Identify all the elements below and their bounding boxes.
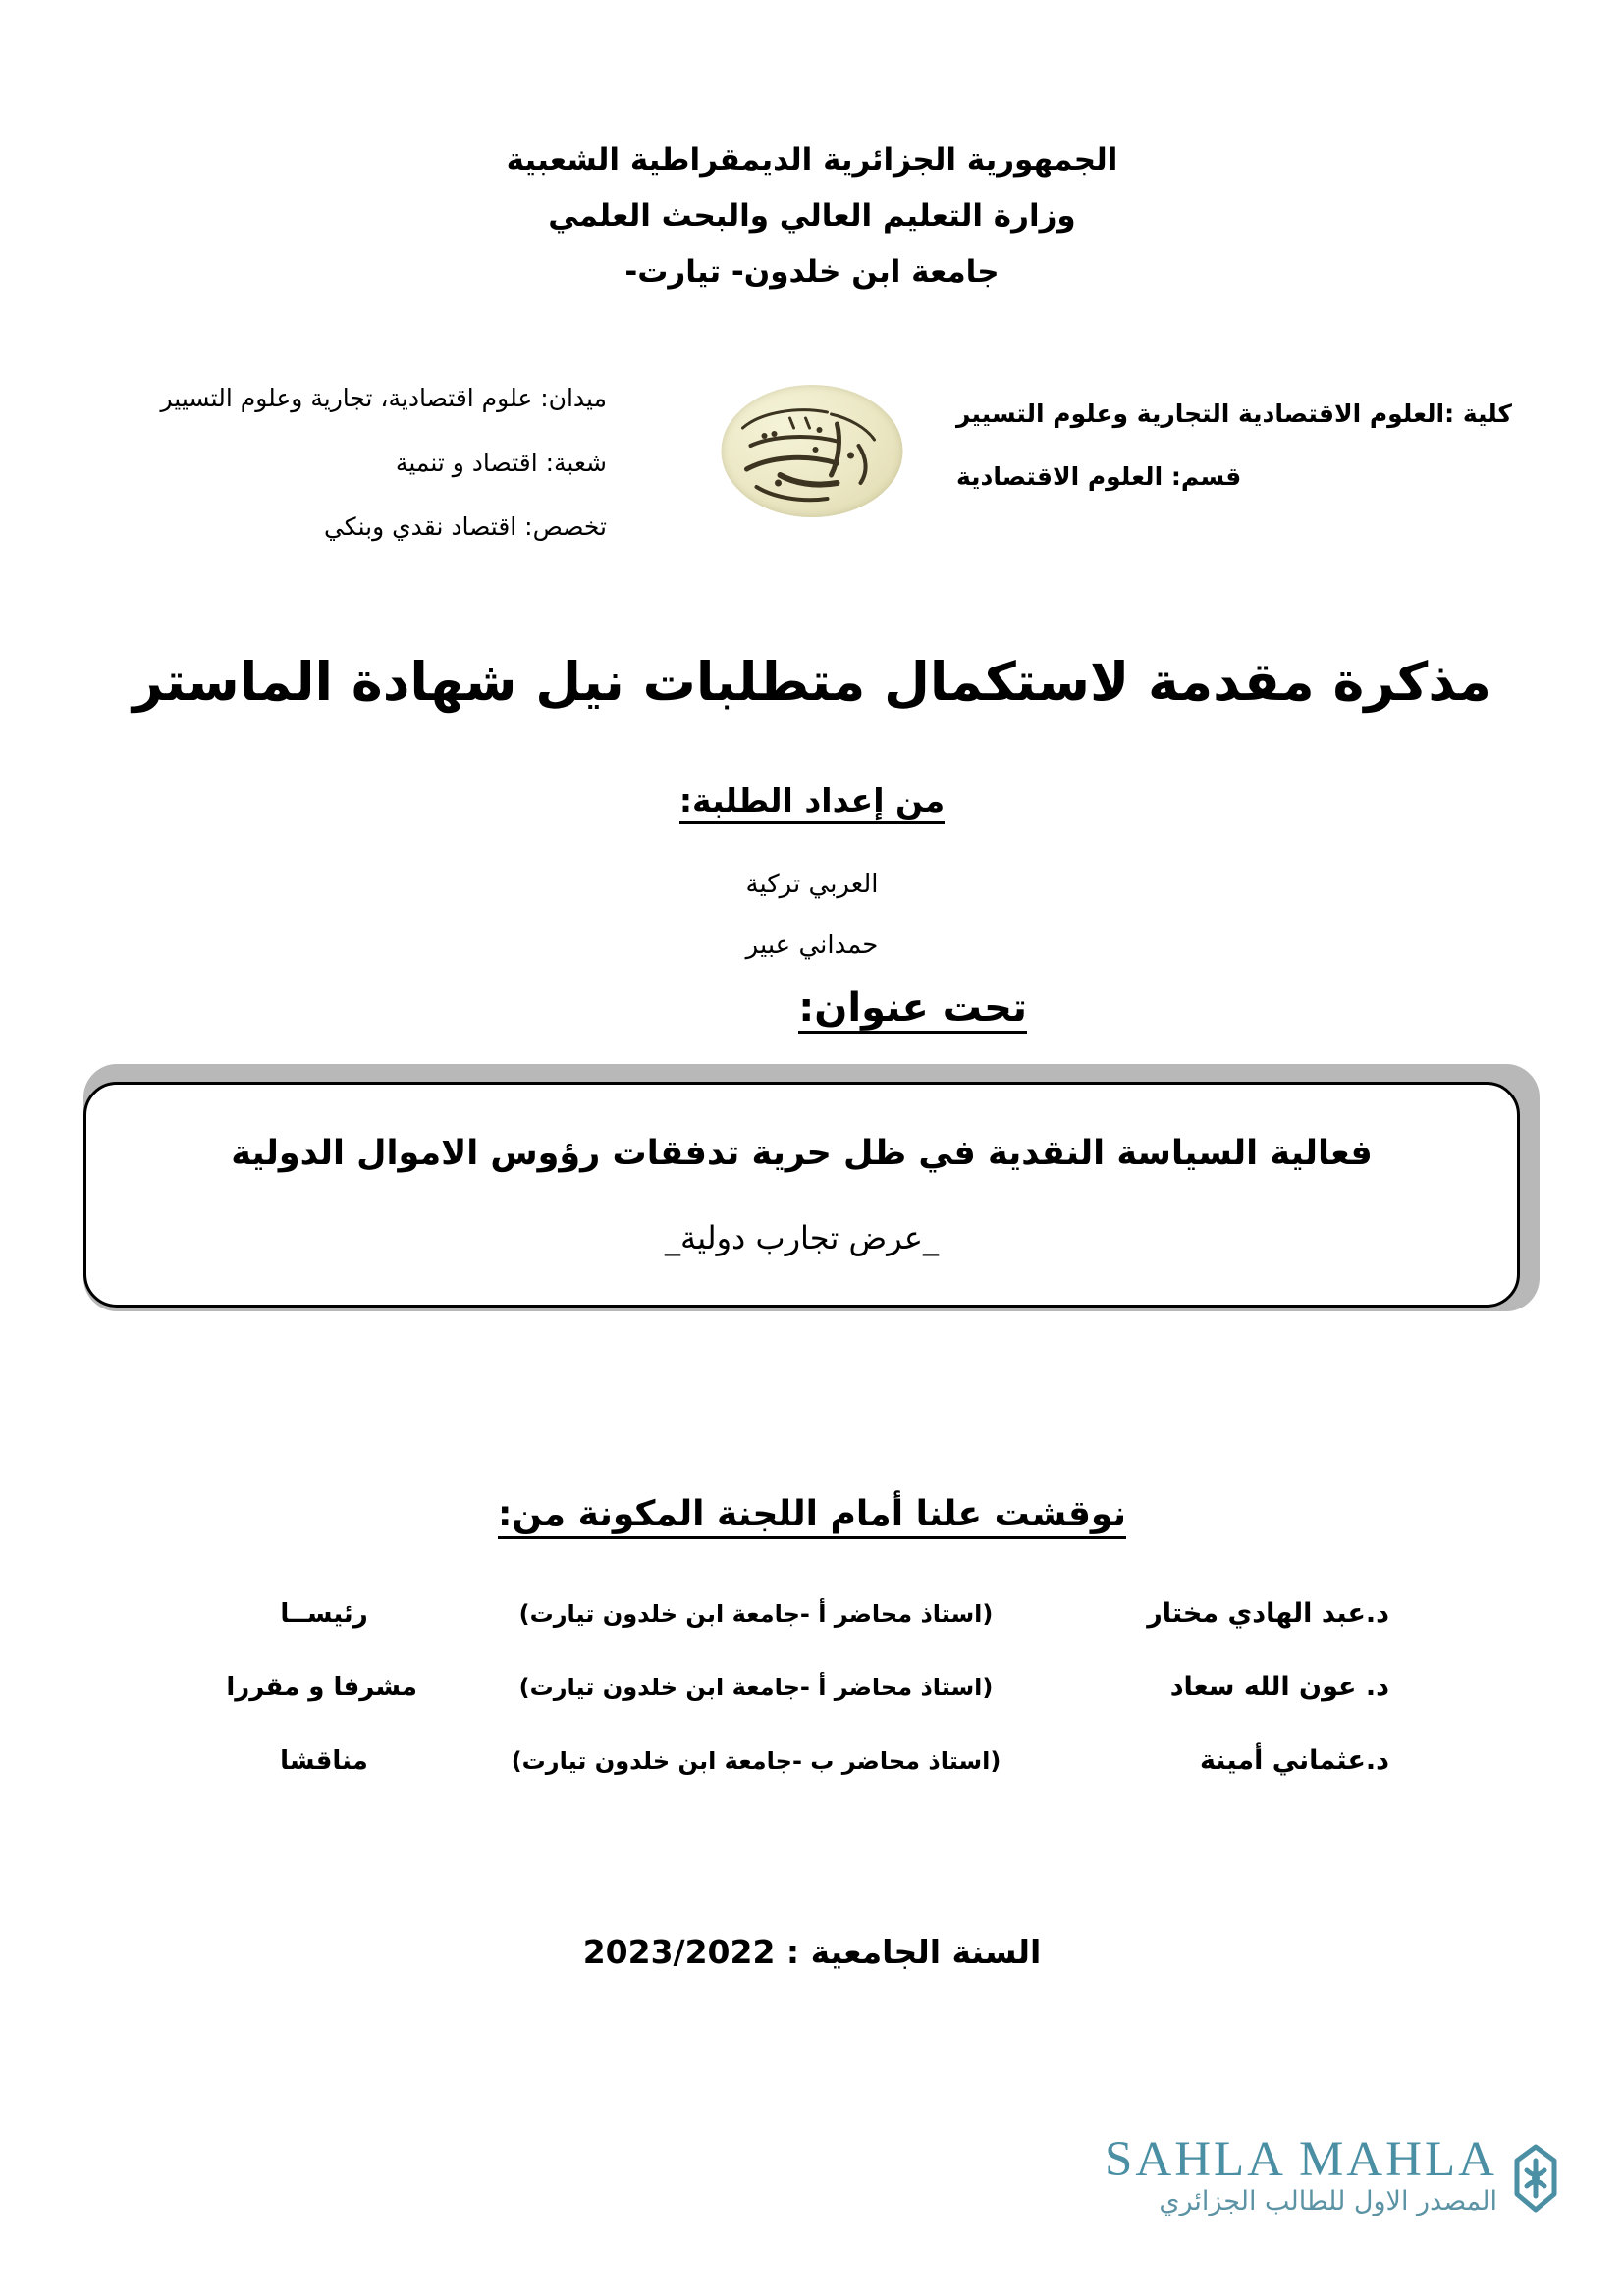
- department-line: قسم: العلوم الاقتصادية: [956, 461, 1242, 491]
- thesis-title-box: [83, 1082, 1520, 1308]
- university-seal-logo: [722, 385, 903, 517]
- university-line: جامعة ابن خلدون- تيارت-: [624, 254, 1000, 290]
- ministry-line: وزارة التعليم العالي والبحث العلمي: [548, 198, 1076, 234]
- faculty-info-row: [0, 385, 1624, 571]
- branch-line: شعبة: اقتصاد و تنمية: [395, 448, 607, 477]
- committee-heading-section: [0, 1495, 1624, 1539]
- faculty-department-block: [956, 400, 1585, 525]
- prepared-by-section: [0, 783, 1624, 824]
- prepared-by-label: من إعداد الطلبة:: [679, 783, 945, 824]
- committee-member-affiliation: (استاذ محاضر أ -جامعة ابن خلدون تيارت): [518, 1674, 994, 1701]
- country-line: الجمهورية الجزائرية الديمقراطية الشعبية: [506, 142, 1118, 178]
- specialty-line: تخصص: اقتصاد نقدي وبنكي: [323, 512, 607, 541]
- watermark-tagline: المصدر الاول للطالب الجزائري: [1159, 2186, 1497, 2216]
- academic-year: السنة الجامعية : 2023/2022: [582, 1933, 1042, 1971]
- seal-icon: [722, 385, 903, 517]
- committee-member-role: مشرفا و مقررا: [226, 1673, 417, 1702]
- watermark-brand-name: SAHLA MAHLA: [1105, 2132, 1497, 2187]
- committee-member-affiliation: (استاذ محاضر أ -جامعة ابن خلدون تيارت): [518, 1600, 994, 1628]
- thesis-title-box-wrapper: [83, 1064, 1540, 1311]
- table-row: [226, 1672, 1389, 1702]
- committee-heading-label: نوقشت علنا أمام اللجنة المكونة من:: [498, 1495, 1126, 1539]
- committee-member-affiliation: (استاذ محاضر ب -جامعة ابن خلدون تيارت): [511, 1747, 1001, 1775]
- student-name: حمداني عبير: [745, 931, 879, 960]
- committee-member-role: مناقشا: [280, 1746, 368, 1776]
- table-row: [231, 1598, 1389, 1629]
- student-name: العربي تركية: [745, 870, 879, 899]
- committee-member-name: د.عبد الهادي مختار: [1147, 1598, 1389, 1629]
- committee-table: [226, 1598, 1389, 1819]
- field-branch-specialty-block: [18, 385, 607, 578]
- committee-member-name: د. عون الله سعاد: [1169, 1672, 1389, 1702]
- under-title-label: تحت عنوان:: [798, 987, 1027, 1034]
- committee-member-name: د.عثماني أمينة: [1199, 1745, 1389, 1776]
- table-row: [231, 1745, 1389, 1776]
- field-line: ميدان: علوم اقتصادية، تجارية وعلوم التسيير: [160, 384, 607, 412]
- watermark-text-block: [1105, 2132, 1497, 2216]
- under-title-section: [798, 987, 1027, 1034]
- committee-member-role: رئيســا: [280, 1599, 368, 1629]
- page-title: مذكرة مقدمة لاستكمال متطلبات نيل شهادة الماستر: [133, 651, 1491, 713]
- sahla-mahla-monogram-icon: [1505, 2141, 1566, 2225]
- institution-header: [0, 142, 1624, 290]
- thesis-title-line-1: فعالية السياسة النقدية في ظل حرية تدفقات رؤوس الاموال الدولية: [231, 1133, 1373, 1173]
- faculty-line: كلية :العلوم الاقتصادية التجارية وعلوم التسيير: [956, 400, 1512, 428]
- sahla-mahla-watermark: [1105, 2132, 1566, 2263]
- thesis-title-line-2: _عرض تجارب دولية_: [665, 1218, 939, 1256]
